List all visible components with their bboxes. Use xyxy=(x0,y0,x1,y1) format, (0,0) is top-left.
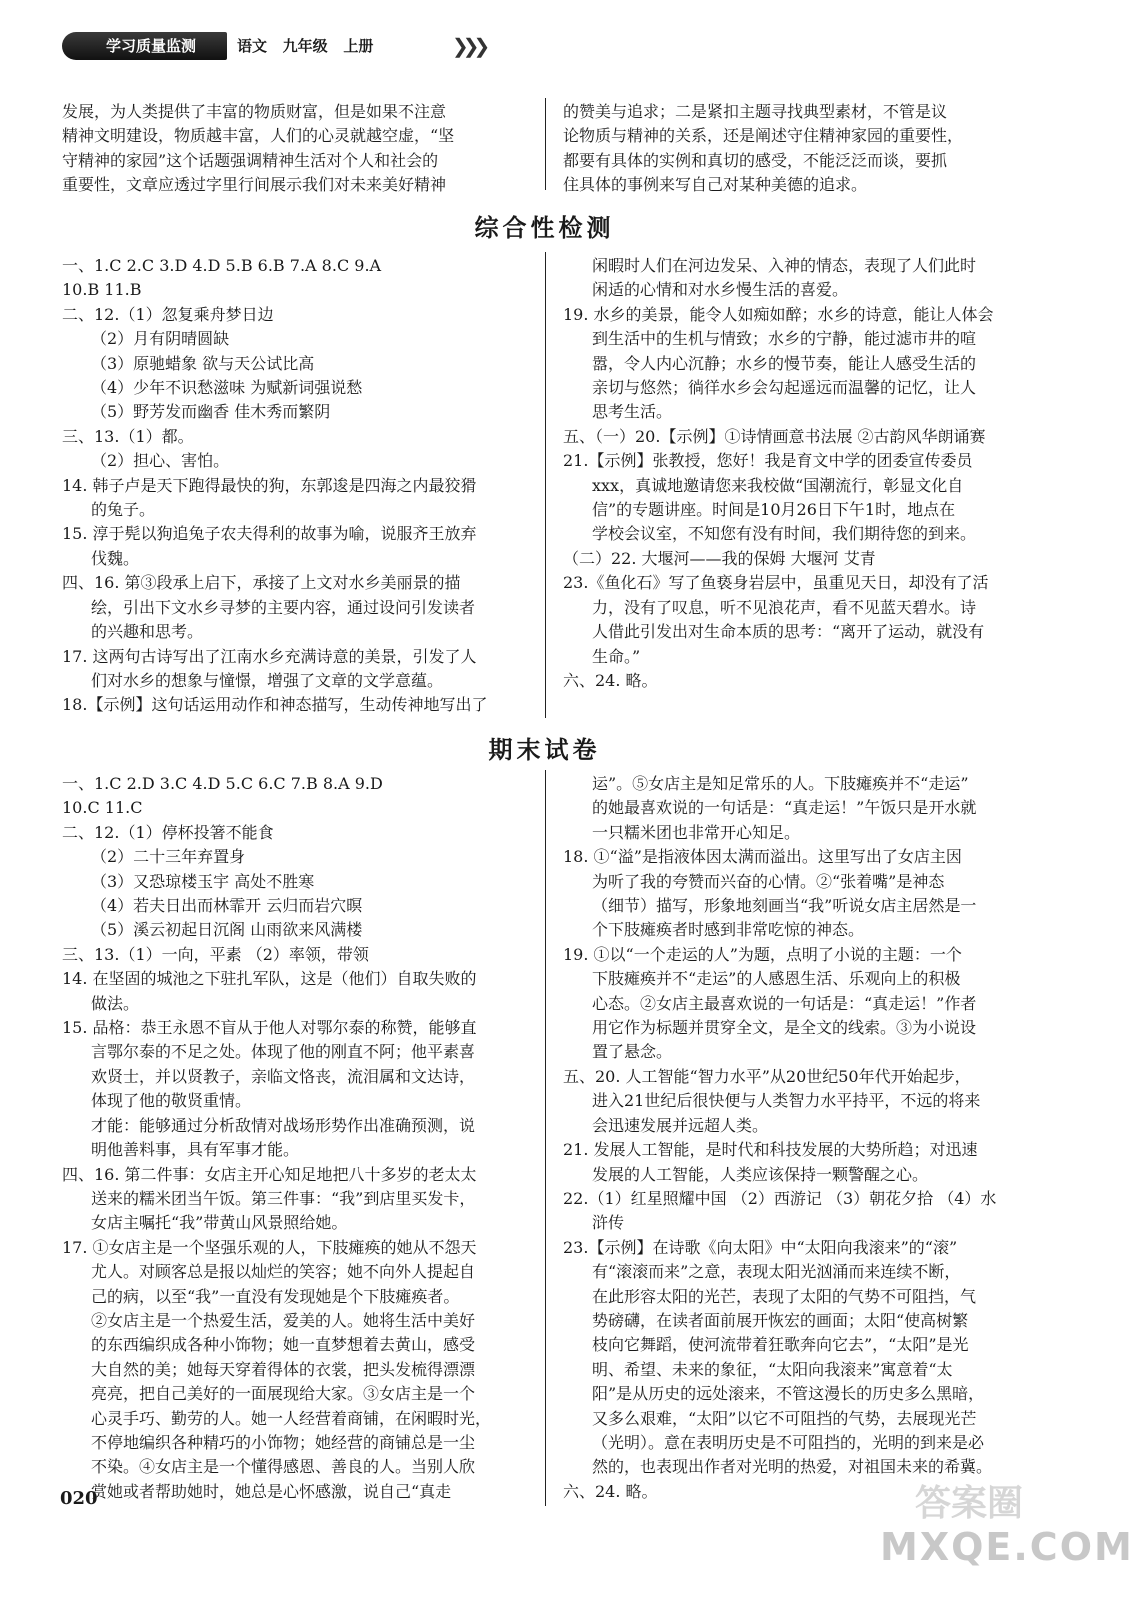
text-line: 己的病，以至“我”一直没有发现她是个下肢瘫痪者。 xyxy=(91,1286,460,1306)
series-badge: 学习质量监测 xyxy=(62,32,227,60)
text-line: （2）月有阴晴圆缺 xyxy=(91,329,230,349)
text-line: 又多么艰难，“太阳”以它不可阻挡的气势，去展现光芒 xyxy=(592,1408,977,1428)
text-line: （细节）描写，形象地刻画当“我”听说女店主居然是一 xyxy=(592,896,977,916)
text-line: 一、1.C 2.C 3.D 4.D 5.B 6.B 7.A 8.C 9.A xyxy=(62,256,382,275)
text-line: 14. 在坚固的城池之下驻扎军队，这是（他们）自取失败的 xyxy=(62,969,477,989)
text-line: 然的，也表现出作者对光明的热爱，对祖国未来的希冀。 xyxy=(592,1457,993,1477)
text-line: 不停地编织各种精巧的小饰物；她经营的商铺总是一尘 xyxy=(91,1432,476,1452)
text-line: 运”。⑤女店主是知足常乐的人。下肢瘫痪并不“走运” xyxy=(592,774,969,793)
text-line: ②女店主是一个热爱生活，爱美的人。她将生活中美好 xyxy=(91,1310,476,1330)
text-line: 体现了他的敬贤重情。 xyxy=(91,1091,252,1111)
text-line: 18. ①“溢”是指液体因太满而溢出。这里写出了女店主因 xyxy=(563,847,962,867)
text-line: 学校会议室，不知您有没有时间，我们期待您的到来。 xyxy=(592,524,977,544)
text-line: 明他善料事，具有军事才能。 xyxy=(91,1140,300,1160)
text-line: （二）22. 大堰河——我的保姆 大堰河 艾青 xyxy=(563,548,876,568)
text-line: 思考生活。 xyxy=(592,402,673,422)
text-line: 17. ①女店主是一个坚强乐观的人，下肢瘫痪的她从不怨天 xyxy=(62,1237,477,1257)
text-line: 力，没有了叹息，听不见浪花声，看不见蓝天碧水。诗 xyxy=(592,597,977,617)
text-line: 二、12.（1）忽复乘舟梦日边 xyxy=(62,304,274,324)
chevron-right-icon: ❯❯❯ xyxy=(452,34,485,58)
text-line: （5）溪云初起日沉阁 山雨欲来风满楼 xyxy=(91,920,363,940)
intro-right-column xyxy=(563,100,1035,198)
text-line: 五、20. 人工智能“智力水平”从20世纪50年代开始起步， xyxy=(563,1066,971,1086)
text-line: 枝向它舞蹈，使河流带着狂歌奔向它去”，“太阳”是光 xyxy=(592,1335,969,1355)
text-line: 四、16. 第③段承上启下，承接了上文对水乡美丽景的描 xyxy=(62,573,461,593)
text-line: （3）又恐琼楼玉宇 高处不胜寒 xyxy=(91,871,315,891)
text-line: 绘，引出下文水乡寻梦的主要内容，通过设问引发读者 xyxy=(91,597,476,617)
section1-right-column xyxy=(563,254,1035,693)
text-line: 下肢瘫痪并不“走运”的人感恩生活、乐观向上的积极 xyxy=(592,969,961,989)
text-line: 五、（一）20.【示例】①诗情画意书法展 ②古韵风华朗诵赛 xyxy=(563,426,986,446)
text-line: 闲暇时人们在河边发呆、入神的情态，表现了人们此时 xyxy=(592,256,977,275)
text-line: 17. 这两句古诗写出了江南水乡充满诗意的美景，引发了人 xyxy=(62,646,477,666)
text-line: 人借此引发出对生命本质的思考：“离开了运动，就没有 xyxy=(592,622,985,642)
section-title-comprehensive: 综合性检测 xyxy=(474,214,615,242)
text-line: 伐魏。 xyxy=(91,548,140,568)
text-line: （4）少年不识愁滋味 为赋新词强说愁 xyxy=(91,378,363,398)
text-line: 进入21世纪后很快便与人类智力水平持平，不远的将来 xyxy=(592,1091,981,1111)
text-line: 亲切与悠然；徜徉水乡会勾起遥远而温馨的记忆，让人 xyxy=(592,378,977,398)
text-line: 闲适的心情和对水乡慢生活的喜爱。 xyxy=(592,280,849,300)
text-line: 会迅速发展并远超人类。 xyxy=(592,1115,769,1135)
text-line: 四、16. 第二件事：女店主开心知足地把八十多岁的老太太 xyxy=(62,1164,477,1184)
text-line: 亮亮，把自己美好的一面展现给大家。③女店主是一个 xyxy=(91,1384,476,1404)
text-line: 23.《鱼化石》写了鱼亵身岩层中，虽重见天日，却没有了活 xyxy=(563,573,989,593)
text-line: 用它作为标题并贯穿全文，是全文的线索。③为小说设 xyxy=(592,1018,977,1038)
text-line: 六、24. 略。 xyxy=(563,1481,658,1501)
text-line: 欢贤士，并以贤教子，亲临文恪丧，流泪属和文达诗， xyxy=(91,1066,476,1086)
text-line: 女店主嘱托“我”带黄山风景照给她。 xyxy=(91,1213,348,1233)
text-line: 15. 淳于髡以狗追兔子农夫得利的故事为喻，说服齐王放弃 xyxy=(62,524,477,544)
section2-right-column xyxy=(563,772,1035,1504)
text-line: 阳”是从历史的远处滚来，不管这漫长的历史多么黑暗， xyxy=(592,1384,985,1404)
text-line: 一、1.C 2.D 3.C 4.D 5.C 6.C 7.B 8.A 9.D xyxy=(62,774,383,793)
text-line: 三、13.（1）都。 xyxy=(62,426,194,446)
text-line: 的兔子。 xyxy=(91,500,156,520)
text-line: 住具体的事例来写自己对某种美德的追求。 xyxy=(563,175,868,195)
text-line: 有“滚滚而来”之意，表现太阳光汹涌而来连续不断， xyxy=(592,1262,961,1282)
text-line: 的兴趣和思考。 xyxy=(91,622,204,642)
text-line: 在此形容太阳的光芒，表现了太阳的气势不可阻挡，气 xyxy=(592,1286,977,1306)
text-line: 21.【示例】张教授，您好！我是育文中学的团委宣传委员 xyxy=(563,451,973,471)
text-line: （3）原驰蜡象 欲与天公试比高 xyxy=(91,353,315,373)
text-line: 二、12.（1）停杯投箸不能食 xyxy=(62,822,274,842)
text-line: 精神文明建设，物质越丰富，人们的心灵就越空虚，“坚 xyxy=(62,126,455,146)
section-title-final-exam: 期末试卷 xyxy=(488,736,601,764)
text-line: 22.（1）红星照耀中国 （2）西游记 （3）朝花夕拾 （4）水 xyxy=(563,1188,997,1208)
text-line: 心灵手巧、勤劳的人。她一人经营着商铺，在闲暇时光， xyxy=(91,1408,492,1428)
page-header xyxy=(62,32,485,62)
text-line: xxx，真诚地邀请您来我校做“国潮流行，彰显文化自 xyxy=(592,475,964,495)
text-line: 才能：能够通过分析敌情对战场形势作出准确预测，说 xyxy=(91,1115,476,1135)
text-line: 置了悬念。 xyxy=(592,1042,673,1062)
text-line: 一只糯米团也非常开心知足。 xyxy=(592,822,801,842)
text-line: 守精神的家园”这个话题强调精神生活对个人和社会的 xyxy=(62,150,439,170)
text-line: （2）二十三年弃置身 xyxy=(91,847,246,867)
text-line: 不染。④女店主是一个懂得感恩、善良的人。当别人欣 xyxy=(91,1457,476,1477)
column-divider xyxy=(545,770,546,1506)
text-line: 的赞美与追求；二是紧扣主题寻找典型素材，不管是议 xyxy=(563,102,948,121)
text-line: 发展的人工智能，人类应该保持一颗警醒之心。 xyxy=(592,1164,929,1184)
text-line: 做法。 xyxy=(91,993,140,1013)
subject-label: 语文 九年级 上册 xyxy=(237,37,374,55)
text-line: （光明）。意在表明历史是不可阻挡的，光明的到来是必 xyxy=(592,1432,985,1452)
text-line: 的东西编织成各种小饰物；她一直梦想着去黄山，感受 xyxy=(91,1335,476,1355)
column-divider xyxy=(545,252,546,718)
text-line: 浒传 xyxy=(592,1213,625,1233)
text-line: 19. 水乡的美景，能令人如痴如醉；水乡的诗意，能让人体会 xyxy=(563,304,994,324)
text-line: 14. 韩子卢是天下跑得最快的狗，东郭逡是四海之内最狡猾 xyxy=(62,475,477,495)
section1-left-column xyxy=(62,254,534,718)
text-line: 个下肢瘫痪者时感到非常吃惊的神态。 xyxy=(592,920,865,940)
text-line: （2）担心、害怕。 xyxy=(91,451,230,471)
text-line: 大自然的美；她每天穿着得体的衣裳，把头发梳得漂漂 xyxy=(91,1359,476,1379)
text-line: 嚣，令人内心沉静；水乡的慢节奏，能让人感受生活的 xyxy=(592,353,977,373)
watermark-logo: 答案圈 xyxy=(915,1483,1024,1524)
text-line: 10.C 11.C xyxy=(62,798,143,818)
text-line: 明、希望、未来的象征，“太阳向我滚来”寓意着“太 xyxy=(592,1359,953,1379)
text-line: 赏她或者帮助她时，她总是心怀感激，说自己“真走 xyxy=(91,1481,452,1501)
text-line: 们对水乡的想象与憧憬，增强了文章的文学意蕴。 xyxy=(91,670,444,690)
text-line: 送来的糯米团当午饭。第三件事：“我”到店里买发卡， xyxy=(91,1188,476,1208)
text-line: 发展，为人类提供了丰富的物质财富，但是如果不注意 xyxy=(62,102,447,121)
text-line: 19. ①以“一个走运的人”为题，点明了小说的主题：一个 xyxy=(563,944,962,964)
page-number: 020 xyxy=(60,1488,98,1509)
text-line: 信”的专题讲座。时间是10月26日下午1时，地点在 xyxy=(592,500,956,520)
text-line: 21. 发展人工智能，是时代和科技发展的大势所趋；对迅速 xyxy=(563,1140,978,1160)
text-line: 重要性，文章应透过字里行间展示我们对未来美好精神 xyxy=(62,175,447,195)
text-line: 六、24. 略。 xyxy=(563,670,658,690)
text-line: 10.B 11.B xyxy=(62,280,142,300)
text-line: 都要有具体的实例和真切的感受，不能泛泛而谈，要抓 xyxy=(563,150,948,170)
text-line: 的她最喜欢说的一句话是：“真走运！”午饭只是开水就 xyxy=(592,798,977,818)
text-line: 心态。②女店主最喜欢说的一句话是：“真走运！”作者 xyxy=(592,993,977,1013)
text-line: 三、13.（1）一向，平素 （2）率领，带领 xyxy=(62,944,369,964)
text-line: （4）若夫日出而林霏开 云归而岩穴暝 xyxy=(91,896,363,916)
section2-left-column xyxy=(62,772,534,1504)
text-line: 为听了我的夸赞而兴奋的心情。②“张着嘴”是神态 xyxy=(592,871,945,891)
text-line: 18.【示例】这句话运用动作和神态描写，生动传神地写出了 xyxy=(62,695,488,715)
text-line: 15. 品格：恭王永恩不盲从于他人对鄂尔泰的称赞，能够直 xyxy=(62,1018,477,1038)
intro-left-column xyxy=(62,100,534,198)
column-divider xyxy=(545,98,546,190)
text-line: 言鄂尔泰的不足之处。体现了他的刚直不阿；他平素喜 xyxy=(91,1042,476,1062)
text-line: 势磅礴，在读者面前展开恢宏的画面；太阳“使高树繁 xyxy=(592,1310,969,1330)
text-line: 尤人。对顾客总是报以灿烂的笑容；她不向外人提起自 xyxy=(91,1262,476,1282)
text-line: 23.【示例】在诗歌《向太阳》中“太阳向我滚来”的“滚” xyxy=(563,1237,958,1257)
text-line: 到生活中的生机与情致；水乡的宁静，能过滤市井的喧 xyxy=(592,329,977,349)
text-line: 论物质与精神的关系，还是阐述守住精神家园的重要性， xyxy=(563,126,964,146)
text-line: 生命。” xyxy=(592,646,641,666)
watermark-site: MXQE.COM xyxy=(880,1525,1134,1569)
text-line: （5）野芳发而幽香 佳木秀而繁阴 xyxy=(91,402,331,422)
